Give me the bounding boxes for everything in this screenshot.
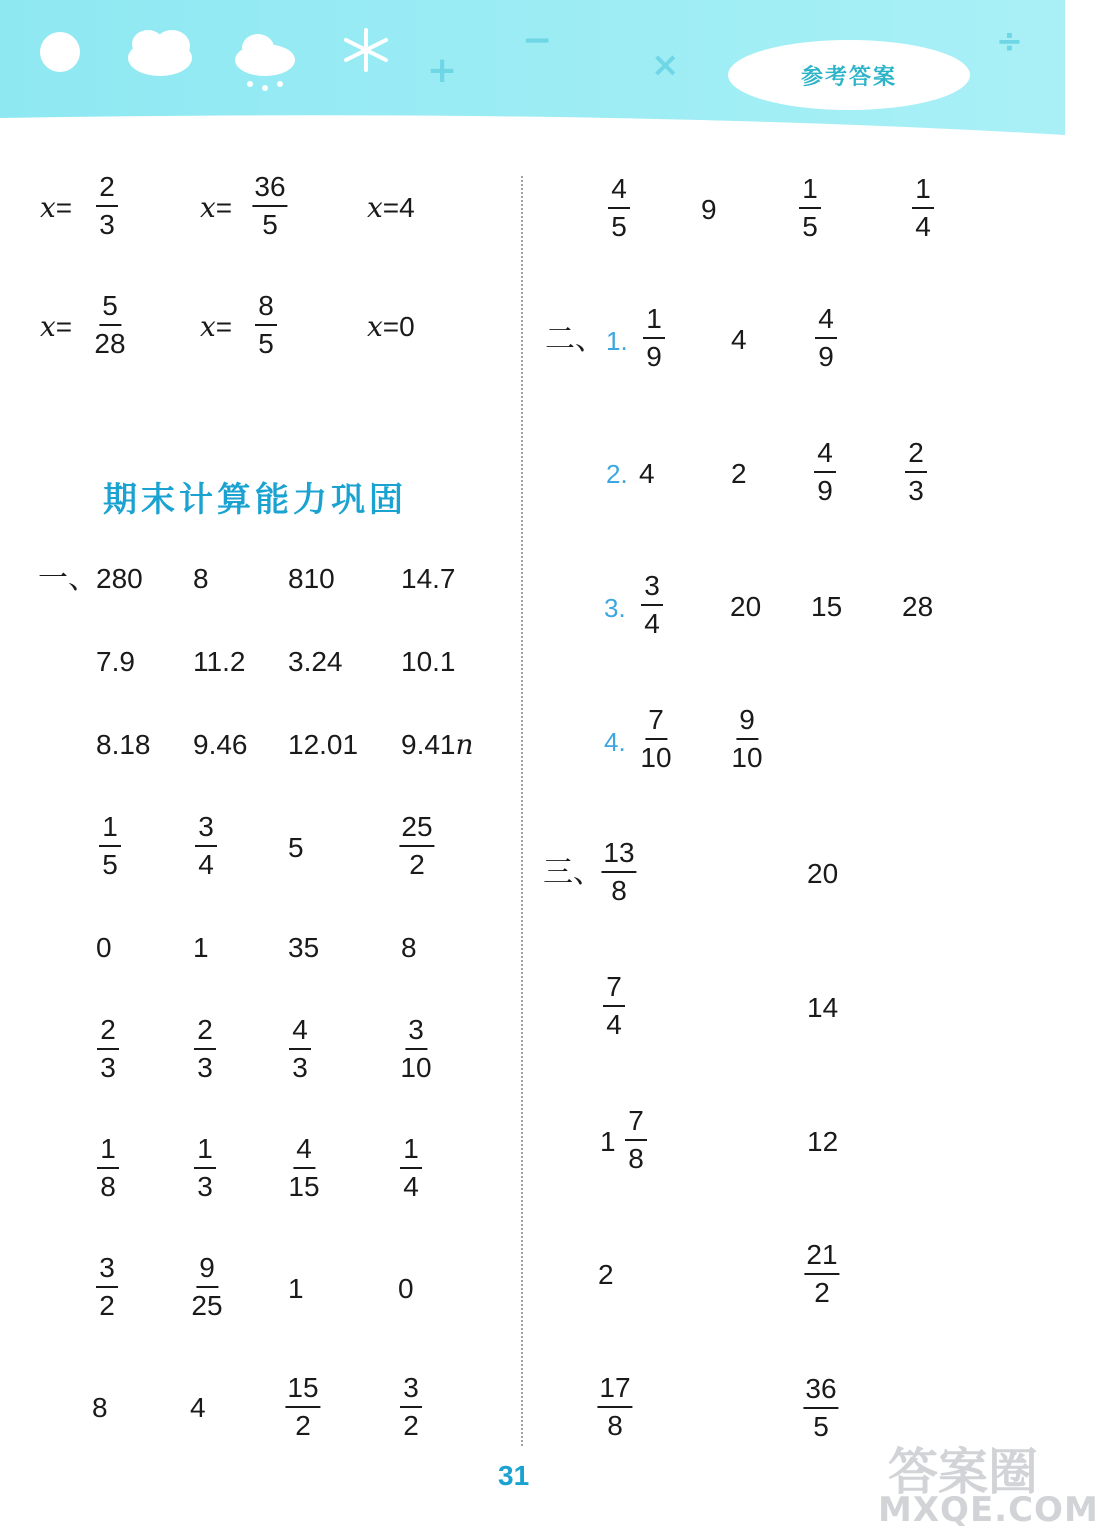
equation-answer: x=0 [367,310,415,343]
sun-icon [40,32,80,72]
answer: 14.7 [401,563,456,594]
part-three-label: 三、 [543,855,603,890]
fraction: $\frac{1}{4}$ [400,1135,422,1201]
fraction: $\frac{7}{4}$ [603,973,625,1039]
answer: 14 [807,992,839,1023]
answer: 4 [639,458,655,489]
answer: 0 [398,1273,414,1304]
fraction: $\frac{2}{3}$ [194,1016,216,1082]
watermark-text: 答案圈 [888,1443,1038,1501]
page-number: 31 [498,1460,530,1491]
answer: 1 [193,932,209,963]
fraction: $\frac{3}{10}$ [400,1014,432,1083]
fraction: $\frac{4}{5}$ [608,175,630,241]
fraction: $\frac{7}{8}$ [625,1107,647,1173]
fraction: $\frac{3}{2}$ [400,1374,422,1440]
answer: 9.41n [401,728,474,761]
fraction: $\frac{5}{28}$ [94,290,126,359]
fraction: $\frac{4}{9}$ [814,439,836,505]
fraction: $\frac{9}{25}$ [191,1252,223,1321]
fraction: $\frac{1}{9}$ [643,305,665,371]
fraction: $\frac{4}{9}$ [815,305,837,371]
equation-answer: x= [200,310,233,343]
answer: 2 [598,1259,614,1290]
answer: 3.24 [288,646,343,677]
answer: 28 [902,591,934,622]
answer: 20 [730,591,762,622]
fraction: $\frac{1}{5}$ [99,813,121,879]
fraction: $\frac{7}{10}$ [640,704,672,773]
fraction: $\frac{4}{15}$ [288,1133,320,1202]
divide-symbol: ÷ [996,22,1023,60]
answer: 8 [92,1392,108,1423]
answer: 12 [807,1126,839,1157]
fraction: $\frac{2}{3}$ [97,1016,119,1082]
answer: 11.2 [193,646,246,677]
fraction: $\frac{3}{4}$ [641,572,663,638]
answer: 1 [288,1273,304,1304]
fraction: $\frac{1}{5}$ [799,175,821,241]
plus-symbol: + [427,50,458,91]
fraction: $\frac{15}{2}$ [287,1372,319,1441]
answer: 4 [190,1392,206,1423]
part-two-label: 二、 [545,322,605,357]
column-divider [521,176,523,1446]
answer: 8 [401,932,417,963]
fraction: $\frac{1}{4}$ [912,175,934,241]
minus-symbol: − [522,20,553,61]
answer: 9 [701,194,717,225]
part-one-label: 一、 [38,561,98,596]
question-number: 2. [606,459,628,489]
fraction: $\frac{1}{3}$ [194,1135,216,1201]
equation-answer: x= [200,191,233,224]
equation-answer: x= [40,191,73,224]
fraction: $\frac{2}{3}$ [905,439,927,505]
answer: 280 [96,563,143,594]
answer: 4 [731,324,747,355]
answer: 9.46 [193,729,248,760]
answer: 2 [731,458,747,489]
fraction: $\frac{36}{5}$ [805,1373,837,1442]
cloud-icon [128,30,192,76]
watermark [878,1432,1099,1532]
answer: 15 [811,591,843,622]
answer: 12.01 [288,729,359,760]
equation-answer: x=4 [367,191,415,224]
fraction: $\frac{3}{2}$ [96,1254,118,1320]
times-symbol: × [651,45,680,85]
answer: 5 [288,832,304,863]
equation-answer: x= [40,310,73,343]
answer: 10.1 [401,646,456,677]
fraction: $\frac{17}{8}$ [599,1372,631,1441]
fraction: $\frac{1}{8}$ [97,1135,119,1201]
question-number: 1. [606,326,628,356]
answer-key-badge: 参考答案 [728,40,970,110]
fraction: $\frac{3}{4}$ [195,813,217,879]
answer: 35 [288,932,320,963]
mixed-number-whole: 1 [600,1126,616,1157]
fraction: $\frac{13}{8}$ [603,837,635,906]
answer: 810 [288,563,335,594]
watermark-url: MXQE.COM [878,1490,1099,1530]
fraction: $\frac{4}{3}$ [289,1016,311,1082]
question-number: 4. [604,727,626,757]
fraction: $\frac{8}{5}$ [255,292,277,358]
fraction: $\frac{9}{10}$ [731,704,763,773]
fraction: $\frac{2}{3}$ [96,173,118,239]
answer: 7.9 [96,646,135,677]
fraction: $\frac{25}{2}$ [401,811,433,880]
answer: 20 [807,858,839,889]
answer: 8 [193,563,209,594]
section-title: 期末计算能力巩固 [103,480,407,520]
question-number: 3. [604,593,626,623]
fraction: $\frac{36}{5}$ [254,171,286,240]
fraction: $\frac{21}{2}$ [806,1239,838,1308]
answer: 8.18 [96,729,151,760]
answer: 0 [96,932,112,963]
